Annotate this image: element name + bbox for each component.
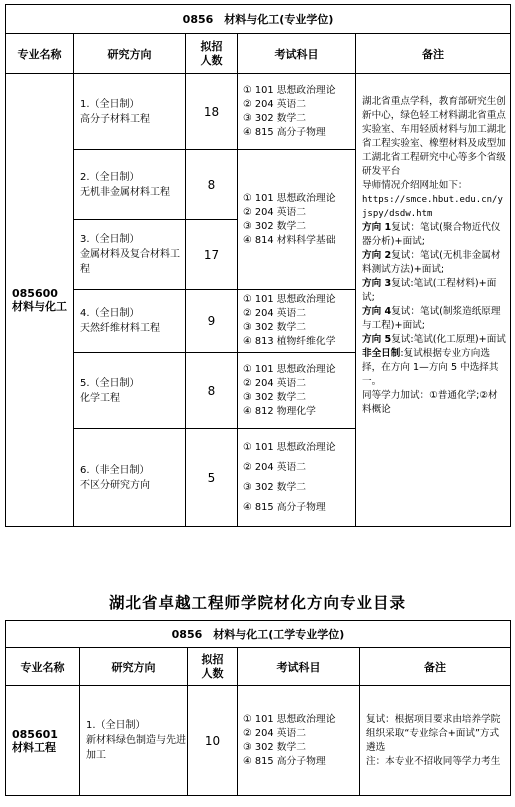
- subject-item: ④ 815 高分子物理: [243, 501, 326, 513]
- subject-item: ① 101 思想政治理论: [243, 713, 336, 725]
- direction-cell: 4.（全日制） 天然纤维材料工程: [74, 290, 186, 353]
- parttime-note: [362, 347, 506, 389]
- retest-direction-4: [362, 305, 506, 333]
- header-enrollment: 拟招 人数: [188, 648, 238, 686]
- exam-subjects: [238, 74, 356, 150]
- header-direction: 研究方向: [80, 648, 188, 686]
- tutor-link[interactable]: https://smce.hbut.edu.cn/yjspy/dsdw.htm: [362, 195, 503, 219]
- direction-label: 方向 4: [362, 306, 392, 317]
- major-cell: [6, 686, 80, 796]
- subject-item: ③ 302 数学二: [243, 391, 307, 403]
- subject-item: ④ 815 高分子物理: [243, 755, 326, 767]
- subject-item: ① 101 思想政治理论: [243, 441, 336, 453]
- equivalent-exam-note: 同等学力加试：①普通化学;②材料概论: [362, 390, 498, 415]
- exam-subjects: [238, 353, 356, 429]
- enrollment-count: 5: [186, 429, 238, 527]
- equivalent-note: 注：本专业不招收同等学力考生: [366, 755, 501, 767]
- direction-label: 方向 2: [362, 250, 392, 261]
- admissions-table-085601: [5, 620, 511, 796]
- subject-item: ② 204 英语二: [243, 461, 307, 473]
- header-exam-subjects: 考试科目: [238, 648, 360, 686]
- table-row: [6, 74, 511, 150]
- retest-text: 复试：笔试(制浆造纸原理与工程)+面试;: [362, 306, 501, 331]
- tutor-label: 导师情况介绍网址如下：: [362, 180, 468, 191]
- subject-item: ③ 302 数学二: [243, 741, 307, 753]
- exam-subjects: [238, 150, 356, 290]
- subject-item: ④ 814 材料科学基础: [243, 234, 336, 246]
- major-cell: [6, 74, 74, 527]
- section-title: 湖北省卓越工程师学院材化方向专业目录: [108, 593, 406, 612]
- subject-item: ① 101 思想政治理论: [243, 192, 336, 204]
- subject-item: ③ 302 数学二: [243, 481, 307, 493]
- retest-direction-1: [362, 221, 506, 249]
- retest-direction-3: [362, 277, 506, 305]
- direction-cell: 5.（全日制） 化学工程: [74, 353, 186, 429]
- exam-subjects: [238, 686, 360, 796]
- direction-label: 方向 5: [362, 334, 392, 345]
- exam-subjects: [238, 429, 356, 527]
- enrollment-count: 10: [188, 686, 238, 796]
- header-enrollment: 拟招 人数: [186, 34, 238, 74]
- remarks-intro: 湖北省重点学科，教育部研究生创新中心，绿色轻工材料湖北省重点实验室、车用轻质材料与加工湖北省工程实验室、橡塑材料及成型加工湖北省工程研究中心等多个省级研发平台: [362, 96, 506, 177]
- subject-item: ② 204 英语二: [243, 377, 307, 389]
- enrollment-count: 8: [186, 353, 238, 429]
- header-direction: 研究方向: [74, 34, 186, 74]
- retest-text: 复试：笔试(聚合物近代仪器分析)+面试;: [362, 222, 501, 247]
- retest-text: 复试：笔试(无机非金属材料测试方法)+面试;: [362, 250, 501, 275]
- retest-text: 复试:笔试(工程材料)+面试;: [362, 278, 497, 303]
- table-caption: 0856 材料与化工(专业学位): [6, 5, 511, 34]
- major-name: 材料与化工: [12, 300, 67, 313]
- header-exam-subjects: 考试科目: [238, 34, 356, 74]
- remarks-cell: [356, 74, 511, 527]
- direction-label: 方向 1: [362, 222, 392, 233]
- retest-direction-2: [362, 249, 506, 277]
- direction-cell: 2.（全日制） 无机非金属材料工程: [74, 150, 186, 220]
- subject-item: ③ 302 数学二: [243, 322, 307, 333]
- remarks-cell: [360, 686, 511, 796]
- subject-item: ③ 302 数学二: [243, 112, 307, 124]
- subject-item: ④ 815 高分子物理: [243, 126, 326, 138]
- enrollment-count: 18: [186, 74, 238, 150]
- subject-item: ③ 302 数学二: [243, 220, 307, 232]
- parttime-label: 非全日制: [362, 348, 401, 359]
- header-remarks: 备注: [356, 34, 511, 74]
- enrollment-count: 9: [186, 290, 238, 353]
- major-name: 材料工程: [12, 740, 56, 754]
- direction-cell: 1.（全日制） 新材料绿色制造与先进加工: [80, 686, 188, 796]
- table-caption: 0856 材料与化工(工学专业学位): [6, 621, 511, 648]
- table-row: [6, 686, 511, 796]
- major-code: 085600: [12, 287, 58, 300]
- enrollment-count: 8: [186, 150, 238, 220]
- header-remarks: 备注: [360, 648, 511, 686]
- subject-item: ② 204 英语二: [243, 206, 307, 218]
- retest-direction-5: [362, 333, 506, 347]
- header-major-name: 专业名称: [6, 648, 80, 686]
- subject-item: ② 204 英语二: [243, 98, 307, 110]
- exam-subjects: [238, 290, 356, 353]
- subject-item: ① 101 思想政治理论: [243, 363, 336, 375]
- direction-cell: 6.（非全日制） 不区分研究方向: [74, 429, 186, 527]
- subject-item: ① 101 思想政治理论: [243, 294, 336, 305]
- subject-item: ④ 812 物理化学: [243, 405, 316, 417]
- direction-cell: 1.（全日制） 高分子材料工程: [74, 74, 186, 150]
- retest-text: 复试:笔试(化工原理)+面试: [391, 334, 506, 345]
- subject-item: ① 101 思想政治理论: [243, 84, 336, 96]
- subject-item: ② 204 英语二: [243, 308, 307, 319]
- header-major-name: 专业名称: [6, 34, 74, 74]
- direction-label: 方向 3: [362, 278, 392, 289]
- major-code: 085601: [12, 727, 58, 741]
- subject-item: ④ 813 植物纤维化学: [243, 336, 336, 347]
- direction-cell: 3.（全日制） 金属材料及复合材料工程: [74, 220, 186, 290]
- admissions-table-0856: [5, 4, 511, 527]
- subject-item: ② 204 英语二: [243, 727, 307, 739]
- parttime-text: :复试根据专业方向选择，在方向 1—方向 5 中选择其一。: [362, 348, 499, 387]
- retest-note: 复试：根据项目要求由培养学院组织采取“专业综合+面试”方式遴选: [366, 713, 501, 753]
- enrollment-count: 17: [186, 220, 238, 290]
